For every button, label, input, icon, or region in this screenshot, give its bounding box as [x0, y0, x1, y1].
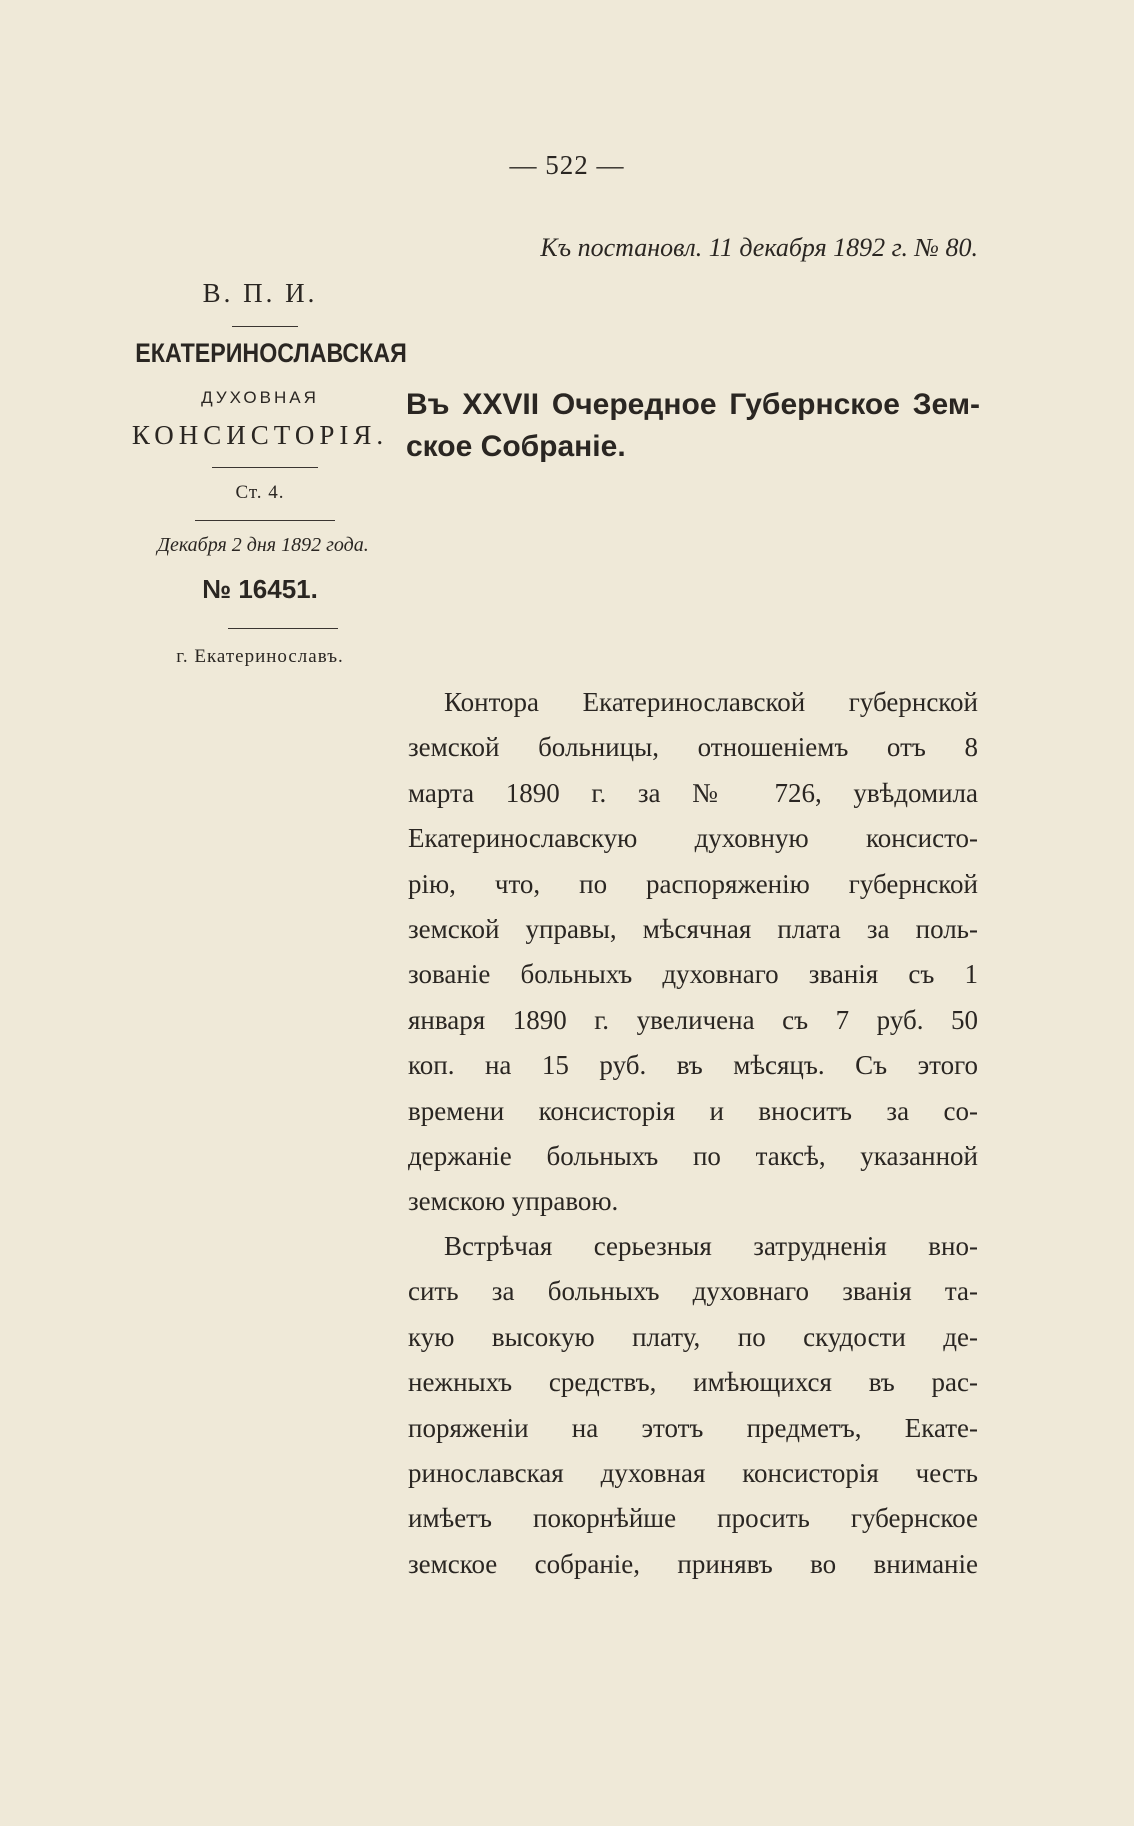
- paragraph-2: [408, 1224, 978, 1587]
- text-line: имѣетъ покорнѣйше просить губернское: [408, 1503, 978, 1534]
- heading-line: ское Собраніе.: [406, 430, 626, 463]
- divider: [228, 628, 338, 629]
- sidebar-desk: Ст. 4.: [235, 482, 285, 503]
- divider: [232, 326, 298, 327]
- sidebar-document-number: № 16451.: [202, 574, 318, 604]
- heading-line: Въ XXVII Очередное Губернское Зем-: [406, 388, 980, 421]
- sidebar-initials: В. П. И.: [202, 278, 318, 308]
- text-line: рію, что, по распоряженію губернской: [408, 868, 978, 899]
- sidebar-org-type: ДУХОВНАЯ: [201, 388, 319, 407]
- text-line: земской управы, мѣсячная плата за поль-: [408, 913, 978, 944]
- page-number: — 522 —: [509, 150, 625, 180]
- text-line: земской больницы, отношеніемъ отъ 8: [408, 732, 978, 763]
- text-line: кую высокую плату, по скудости де-: [408, 1321, 978, 1352]
- text-line: зованіе больныхъ духовнаго званія съ 1: [408, 959, 978, 990]
- text-line: марта 1890 г. за № 726, увѣдомила: [408, 777, 978, 808]
- sidebar-org-body: КОНСИСТОРІЯ.: [131, 420, 389, 450]
- text-line: коп. на 15 руб. въ мѣсяцъ. Съ этого: [408, 1050, 978, 1081]
- text-line: нежныхъ средствъ, имѣющихся въ рас-: [408, 1367, 978, 1398]
- text-line: времени консисторія и вноситъ за со-: [408, 1095, 978, 1126]
- sidebar-org-name: ЕКАТЕРИНОСЛАВСКАЯ: [135, 338, 407, 368]
- text-line: Контора Екатеринославской губернской: [444, 687, 978, 717]
- addressee-heading: [406, 384, 980, 468]
- divider: [195, 520, 335, 521]
- sidebar-date: Декабря 2 дня 1892 года.: [157, 534, 369, 556]
- text-line: поряженіи на этотъ предметъ, Екате-: [408, 1412, 978, 1443]
- text-line: Екатеринославскую духовную консисто-: [408, 823, 978, 854]
- text-line: января 1890 г. увеличена съ 7 руб. 50: [408, 1004, 978, 1035]
- text-line: держаніе больныхъ по таксѣ, указанной: [408, 1140, 978, 1171]
- paragraph-1: [408, 680, 978, 1225]
- divider: [212, 467, 318, 468]
- text-line: земское собраніе, принявъ во вниманіе: [408, 1548, 978, 1579]
- sidebar-city: г. Екатеринославъ.: [176, 646, 344, 667]
- resolution-reference: Къ постановл. 11 декабря 1892 г. № 80.: [540, 233, 978, 262]
- text-line: сить за больныхъ духовнаго званія та-: [408, 1276, 978, 1307]
- text-line: Встрѣчая серьезныя затрудненія вно-: [444, 1231, 978, 1261]
- text-line: земскою управою.: [408, 1186, 619, 1217]
- text-line: ринославская духовная консисторія честь: [408, 1457, 978, 1488]
